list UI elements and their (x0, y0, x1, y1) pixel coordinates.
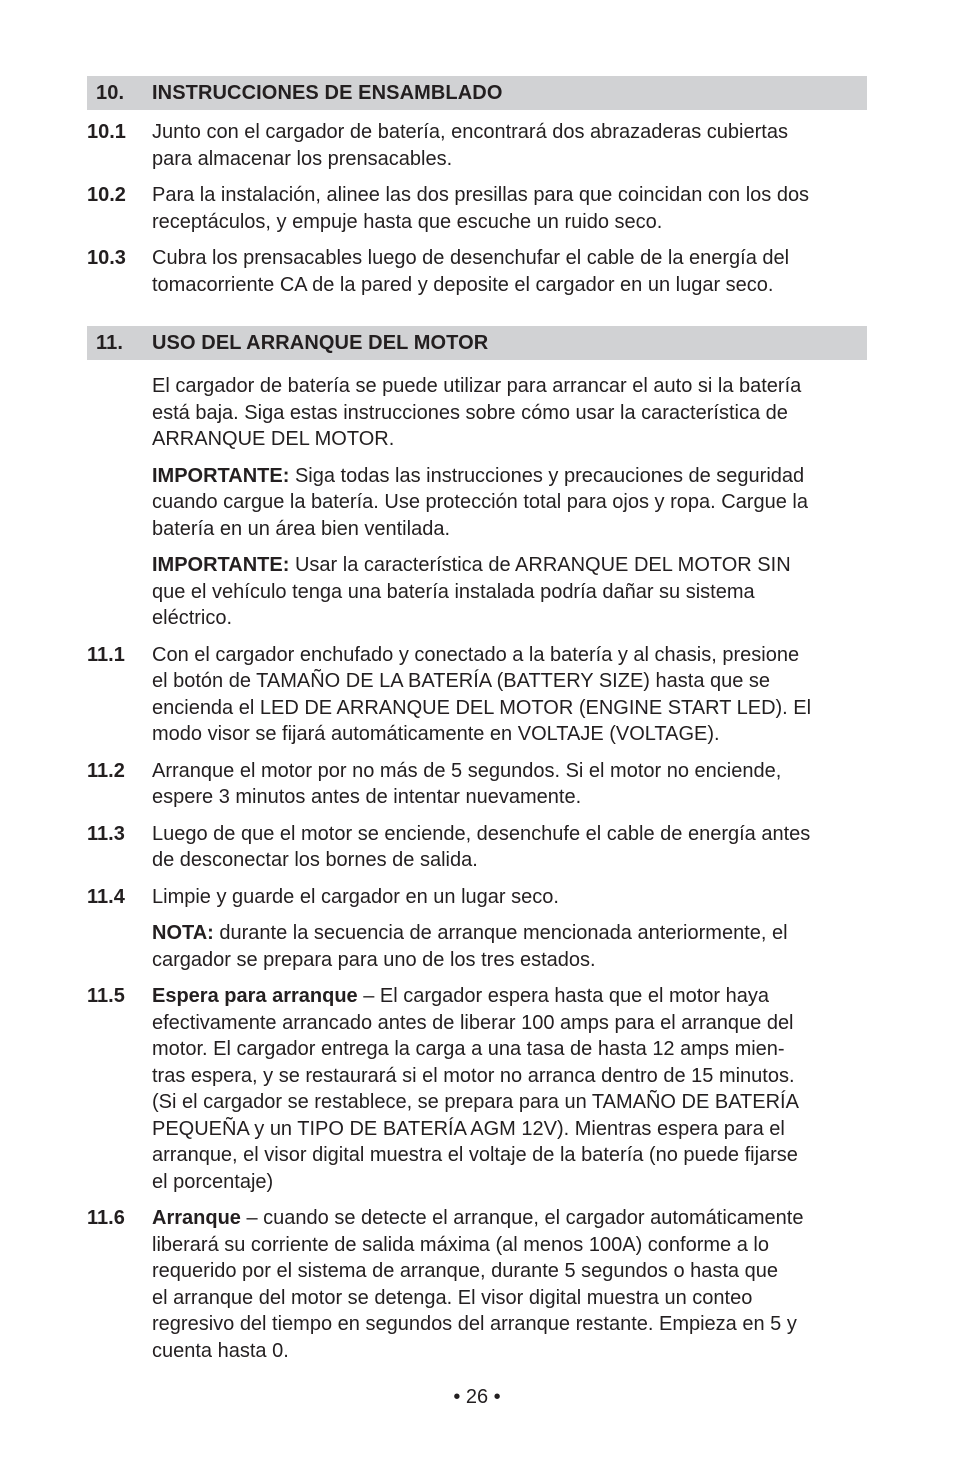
section-number: 11. (96, 331, 123, 354)
list-item-11-4 (87, 884, 867, 911)
item-text: Con el cargador enchufado y conectado a la batería y al chasis, presione el botón de TAMAÑO DE LA BATERÍA (BATTERY SIZE) hasta que se encienda el LED DE ARRANQUE DEL MOTOR (ENGINE START LED). El modo visor se fijará automáticamente en VOLTAJE (VOLTAGE). (152, 643, 812, 745)
section-11-header (87, 326, 867, 360)
item-text: Arranque – cuando se detecte el arranque, el cargador automáticamente liberará su corriente de salida máxima (al menos 100A) conforme a lo requerido por el sistema de arranque, durante 5 segundos o hasta que el arranque del motor se detenga. El visor digital muestra un conteo regresivo del tiempo en segundos del arranque restante. Empieza en 5 y cuenta hasta 0. (152, 1207, 804, 1362)
item-text: Junto con el cargador de batería, encontrará dos abrazaderas cubiertas para almacenar los prensacables. (152, 121, 788, 170)
list-item-10-2 (87, 182, 867, 235)
section-number: 10. (96, 81, 125, 104)
important-label: IMPORTANTE: (152, 464, 290, 487)
item-number: 10.1 (87, 121, 126, 143)
intro-paragraph: El cargador de batería se puede utilizar para arrancar el auto si la batería está baja. Siga estas instrucciones sobre cómo usar la característica de ARRANQUE DEL MOTOR. (152, 375, 802, 450)
item-number: 11.1 (87, 643, 125, 666)
list-item-11-3 (87, 821, 867, 874)
item-text: Cubra los prensacables luego de desenchufar el cable de la energía del tomacorriente CA de la pared y deposite el cargador en un lugar seco. (152, 247, 790, 296)
nota-label: NOTA: (152, 922, 214, 944)
item-number: 11.6 (87, 1207, 125, 1229)
item-number: 11.5 (87, 985, 125, 1007)
important-note-2: IMPORTANTE: Usar la característica de ARRANQUE DEL MOTOR SIN que el vehículo tenga una batería instalada podría dañar su sistema eléctrico. (152, 554, 791, 629)
nota-paragraph: NOTA: durante la secuencia de arranque mencionada anteriormente, el cargador se prepara para uno de los tres estados. (152, 922, 788, 971)
item-text: Espera para arranque – El cargador espera hasta que el motor haya efectivamente arrancado antes de liberar 100 amps para el arranque del motor. El cargador entrega la carga a una tasa de hasta 12 amps mien- tras espera, y se restaurará si el motor no arranca dentro de 15 minutos. (Si el cargador se restablece, se prepara para un TAMAÑO DE BATERÍA PEQUEÑA y un TIPO DE BATERÍA AGM 12V). Mientras espera para el arranque, el visor digital muestra el voltaje de la batería (no puede fijarse el porcentaje) (152, 985, 799, 1193)
list-item-11-5 (87, 983, 867, 1195)
important-label: IMPORTANTE: (152, 554, 290, 576)
item-label: Arranque (152, 1207, 241, 1229)
item-label: Espera para arranque (152, 985, 358, 1007)
item-number: 11.3 (87, 822, 125, 845)
item-number: 11.2 (87, 759, 125, 782)
list-item-11-2 (87, 758, 867, 811)
item-text: Limpie y guarde el cargador en un lugar seco. (152, 885, 559, 908)
section-title: INSTRUCCIONES DE ENSAMBLADO (152, 81, 503, 104)
item-text: Para la instalación, alinee las dos presillas para que coincidan con los dos receptáculos, y empuje hasta que escuche un ruido seco. (152, 184, 810, 233)
list-item-11-1 (87, 642, 867, 748)
section-title: USO DEL ARRANQUE DEL MOTOR (152, 331, 489, 354)
item-number: 10.2 (87, 184, 126, 206)
list-item-10-3 (87, 245, 867, 298)
item-number: 11.4 (87, 885, 125, 908)
important-note-1: IMPORTANTE: Siga todas las instrucciones y precauciones de seguridad cuando cargue la batería. Use protección total para ojos y ropa. Cargue la batería en un área bien ventilada. (152, 464, 808, 540)
item-number: 10.3 (87, 247, 126, 269)
list-item-11-6 (87, 1205, 867, 1364)
manual-page (87, 76, 867, 1364)
item-text: Arranque el motor por no más de 5 segundos. Si el motor no enciende, espere 3 minutos antes de intentar nuevamente. (152, 759, 782, 808)
section-10-header (87, 76, 867, 110)
page-number: • 26 • (453, 1386, 501, 1408)
list-item-10-1 (87, 119, 867, 172)
item-text: Luego de que el motor se enciende, desenchufe el cable de energía antes de desconectar los bornes de salida. (152, 822, 811, 871)
